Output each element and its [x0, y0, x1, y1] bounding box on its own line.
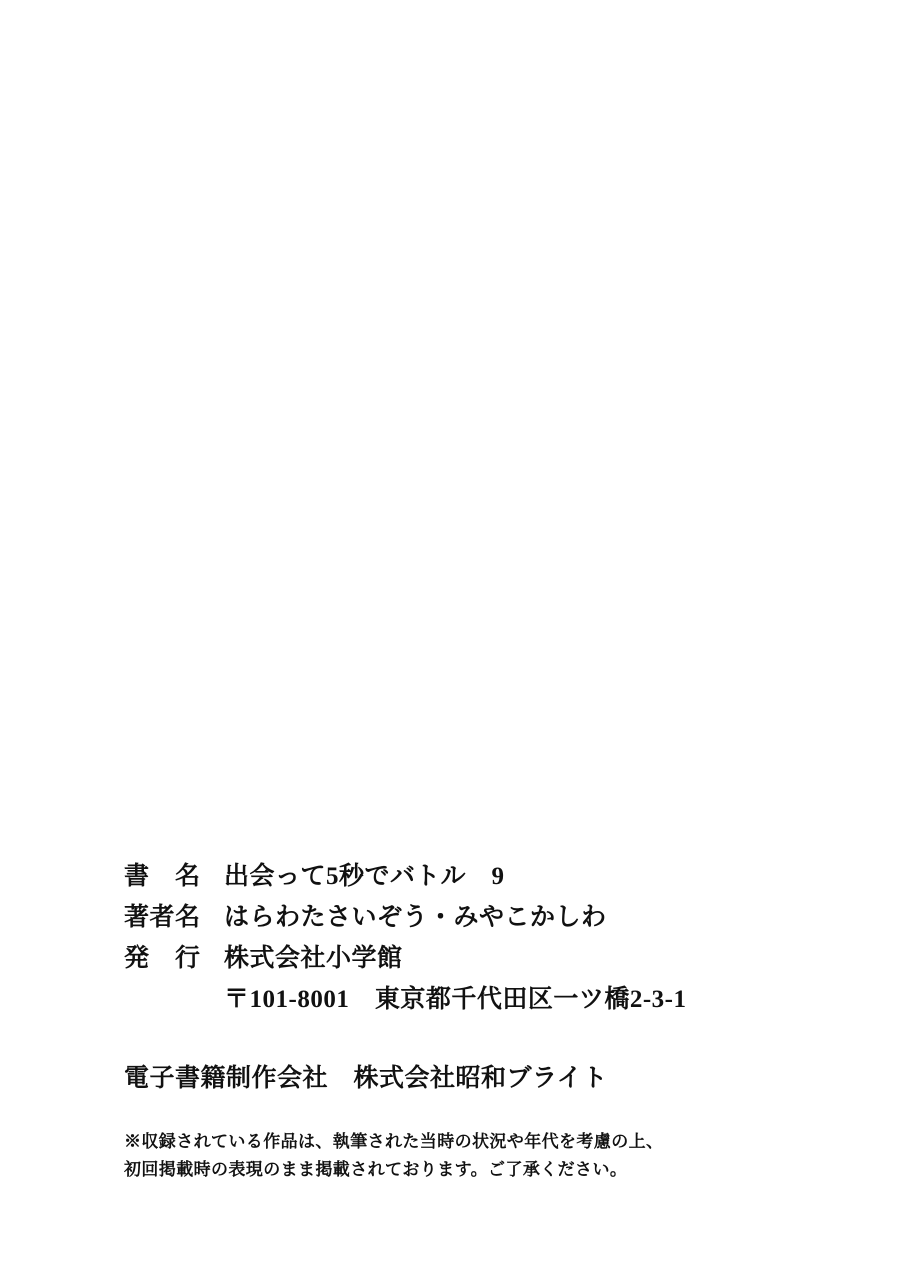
publisher-label: 発 行 — [124, 945, 201, 972]
producer-separator — [328, 1065, 354, 1092]
notice-line-2: 初回掲載時の表現のまま掲載されております。ご了承ください。 — [124, 1160, 628, 1179]
author-label: 著者名 — [124, 904, 201, 931]
producer-value: 株式会社昭和ブライト — [353, 1065, 608, 1092]
title-value: 出会って5秒でバトル 9 — [224, 863, 505, 890]
author-value: はらわたさいぞう・みやこかしわ — [224, 904, 607, 931]
notice-line-1: ※収録されている作品は、執筆された当時の状況や年代を考慮の上、 — [124, 1132, 664, 1151]
notice-block — [124, 1128, 824, 1184]
publisher-value: 株式会社小学館 — [224, 945, 403, 972]
producer-label: 電子書籍制作会社 — [124, 1065, 329, 1092]
publisher-row — [124, 938, 824, 979]
producer-row — [124, 1062, 824, 1096]
publication-details — [124, 856, 824, 1020]
address-row: 〒101‑8001 東京都千代田区一ツ橋2‑3‑1 — [224, 986, 687, 1013]
colophon-section — [124, 856, 824, 1184]
author-row — [124, 897, 824, 938]
title-row — [124, 856, 824, 897]
title-label: 書 名 — [124, 863, 201, 890]
